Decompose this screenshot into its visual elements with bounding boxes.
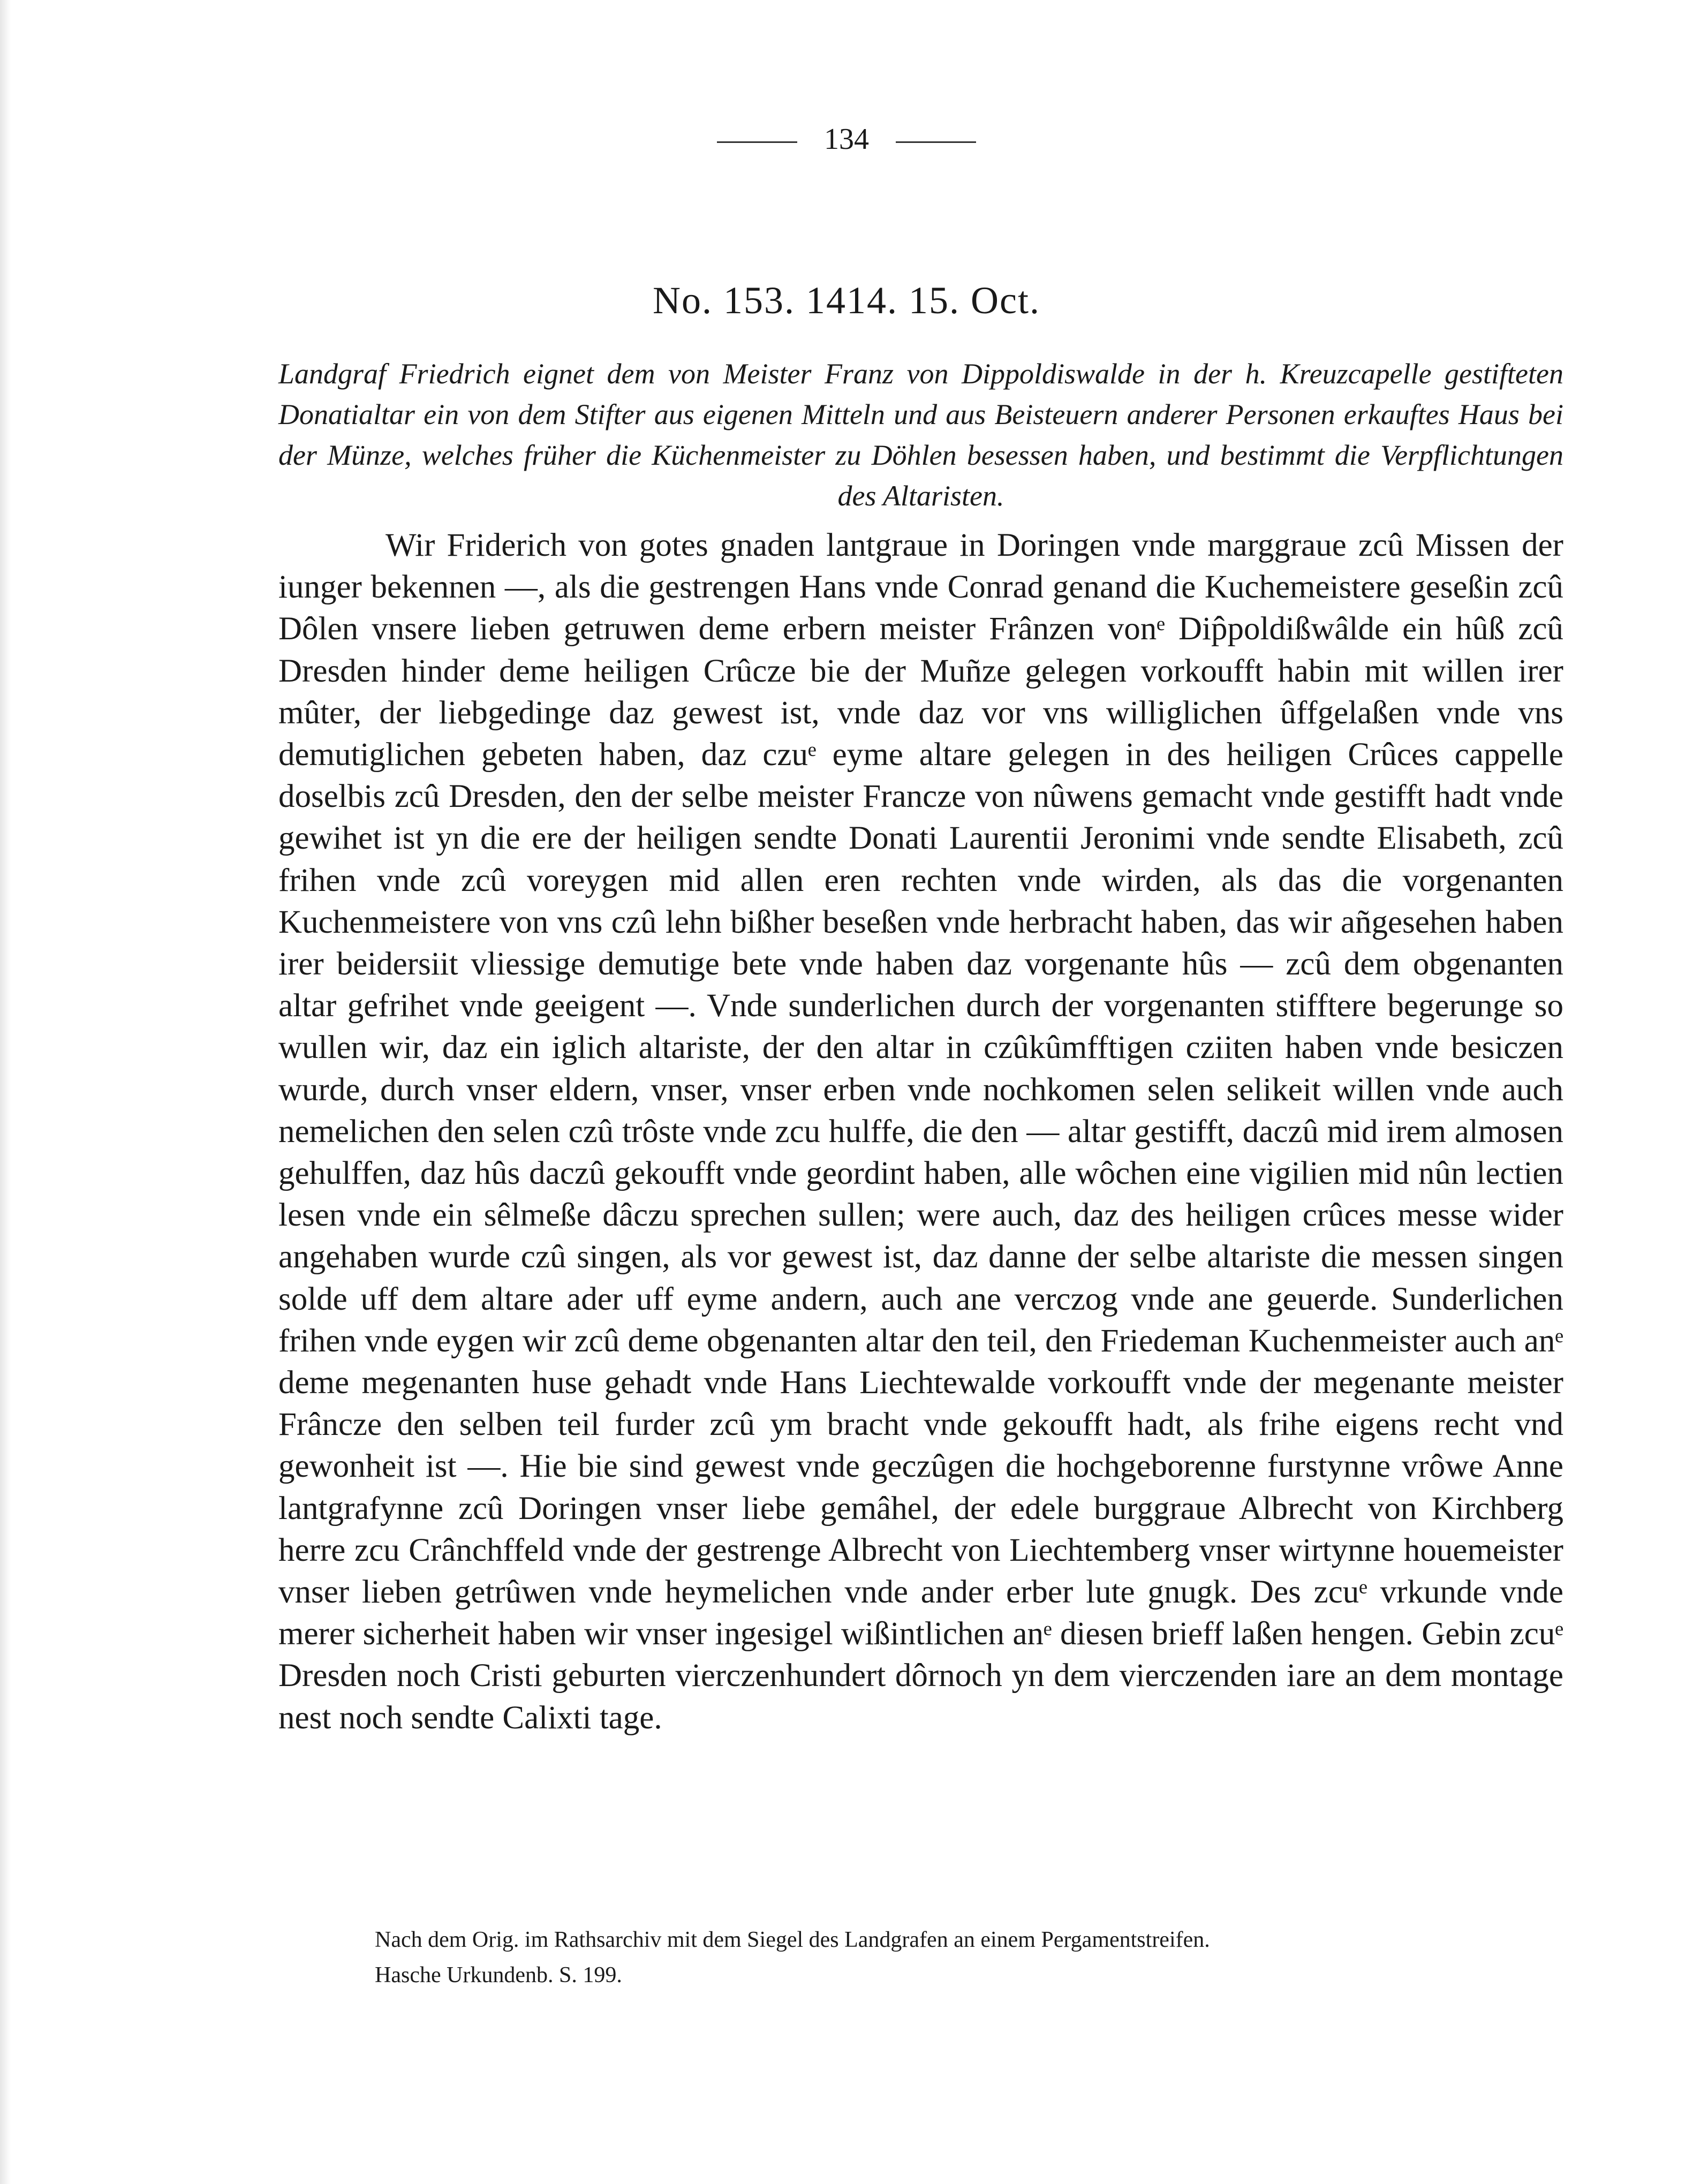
page-header	[0, 122, 1693, 156]
source-notes	[375, 1922, 1606, 1993]
header-rule-right	[896, 141, 976, 143]
document-heading: No. 153. 1414. 15. Oct.	[653, 279, 1040, 322]
regest-summary: Landgraf Friedrich eignet dem von Meister Franz von Dippoldiswalde in der h. Kreuzcapelle gestifteten Donatialtar ein von dem Stifter aus eigenen Mitteln und aus Beisteuern anderer Personen erkauftes Haus bei der Münze, welches früher die Küchenmeister zu Döhlen besessen haben, und bestimmt die Verpflichtungen des Altaristen.	[278, 358, 1563, 512]
charter-body-text: Wir Friderich von gotes gnaden lantgraue in Doringen vnde marggraue zcû Missen der iunger bekennen —, als die gestrengen Hans vnde Conrad genand die Kuchemeistere geseßin zcû Dôlen vnsere lieben getruwen deme erbern meister Frânzen vonᵉ Dip̂poldißwâlde ein hûß zcû Dresden hinder deme heiligen Crûcze bie der Muñze gelegen vorkoufft habin mit willen irer mûter, der liebgedinge daz gewest ist, vnde daz vor vns williglichen ûffgelaßen vnde vns demutiglichen gebeten haben, daz czuᵉ eyme altare gelegen in des heiligen Crûces cappelle doselbis zcû Dresden, den der selbe meister Francze von nûwens gemacht vnde gestifft hadt vnde gewihet ist yn die ere der heiligen sendte Donati Laurentii Jeronimi vnde sendte Elisabeth, zcû frihen vnde zcû voreygen mid allen eren rechten vnde wirden, als das die vorgenanten Kuchenmeistere von vns czû lehn bißher beseßen vnde herbracht haben, das wir añgesehen haben irer beidersiit vliessige demutige bete vnde haben daz vorgenante hûs — zcû dem obgenanten altar gefrihet vnde geeigent —. Vnde sunderlichen durch der vorgenanten stifftere begerunge so wullen wir, daz ein iglich altariste, der den altar in czûkûmfftigen cziiten haben vnde besiczen wurde, durch vnser eldern, vnser, vnser erben vnde nochkomen selen selikeit willen vnde auch nemelichen den selen czû trôste vnde zcu hulffe, die den — altar gestifft, daczû mid irem almosen gehulffen, daz hûs daczû gekoufft vnde geordint haben, alle wôchen eine vigilien mid nûn lectien lesen vnde ein sêlmeße dâczu sprechen sullen; were auch, daz des heiligen crûces messe wider angehaben wurde czû singen, als vor gewest ist, daz danne der selbe altariste die messen singen solde uff dem altare ader uff eyme andern, auch ane verczog vnde ane geuerde. Sunderlichen frihen vnde eygen wir zcû deme obgenanten altar den teil, den Friedeman Kuchenmeister auch anᵉ deme megenanten huse gehadt vnde Hans Liechtewalde vorkoufft vnde der megenante meister Frâncze den selben teil furder zcû ym bracht vnde gekoufft hadt, als frihe eigens recht vnd gewonheit ist —. Hie bie sind gewest vnde geczûgen die hochgeborenne furstynne vrôwe Anne lantgrafynne zcû Doringen vnser liebe gemâhel, der edele burggraue Albrecht von Kirchberg herre zcu Crânchffeld vnde der gestrenge Albrecht von Liechtemberg vnser wirtynne houemeister vnser lieben getrûwen vnde heymelichen vnde ander erber lute gnugk. Des zcuᵉ vrkunde vnde merer sicherheit haben wir vnser ingesigel wißintlichen anᵉ diesen brieff laßen hengen. Gebin zcuᵉ Dresden noch Cristi geburten vierczenhundert dôrnoch yn dem vierczenden iare an dem montage nest noch sendte Calixti tage.	[278, 527, 1563, 1736]
scan-edge	[0, 0, 11, 2184]
source-note-original: Nach dem Orig. im Rathsarchiv mit dem Siegel des Landgrafen an einem Pergamentstreifen.	[375, 1928, 1210, 1952]
header-rule-left	[717, 141, 797, 143]
source-note-edition: Hasche Urkundenb. S. 199.	[375, 1963, 622, 1987]
page-number: 134	[824, 123, 869, 156]
